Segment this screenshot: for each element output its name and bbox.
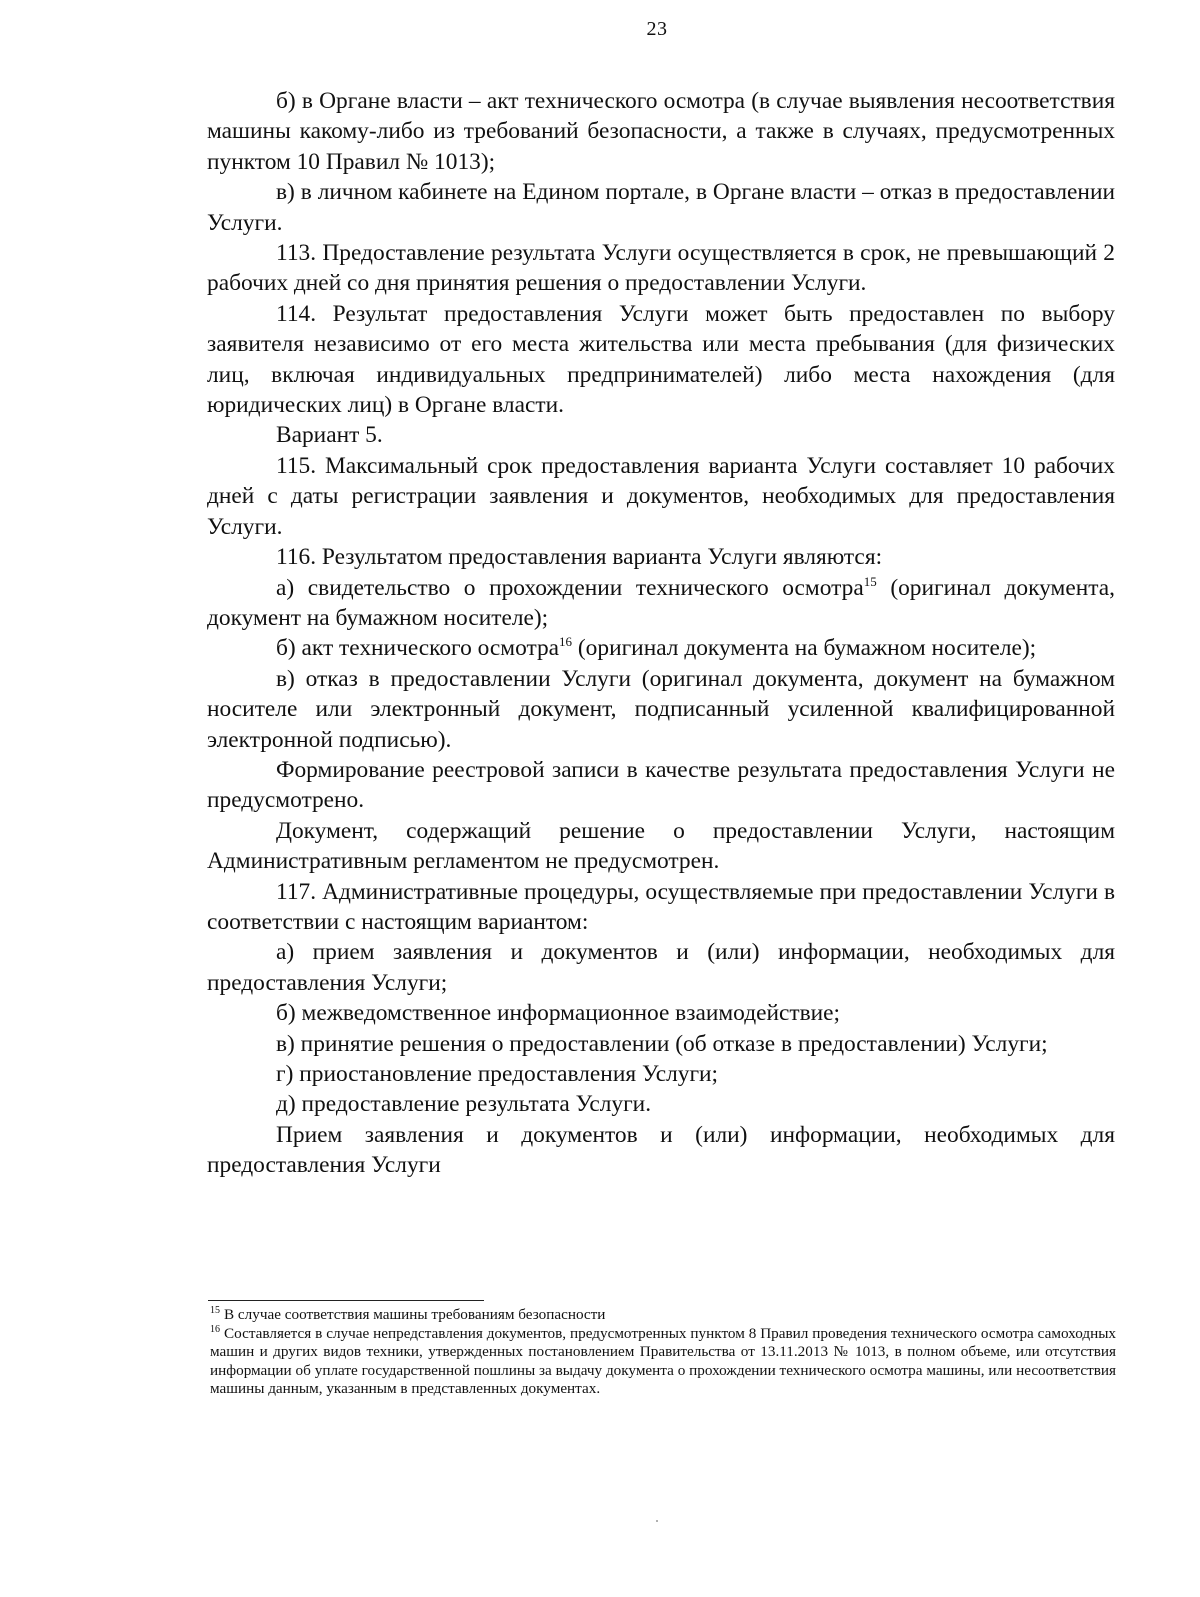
scan-speck — [656, 1520, 658, 1522]
paragraph-117-b: б) межведомственное информационное взаимодействие; — [276, 1000, 841, 1027]
paragraph-113: 113. Предоставление результата Услуги осуществляется в срок, не превышающий 2 рабочих дней со дня принятия решения о предоставлении Услуги. — [207, 240, 1115, 297]
paragraph-117: 117. Административные процедуры, осуществляемые при предоставлении Услуги в соответствии с настоящим вариантом: — [207, 878, 1115, 935]
paragraph-registry-record: Формирование реестровой записи в качестве результата предоставления Услуги не предусмотрено. — [207, 756, 1115, 814]
footnote-mark-16: 16 — [210, 1323, 220, 1335]
variant-5-heading: Вариант 5. — [276, 422, 383, 449]
footnote-16 — [210, 1325, 1116, 1399]
paragraph-116-a-text-end: (оригинал документа, документ на бумажном носителе); — [207, 574, 1115, 631]
page-number: 23 — [646, 18, 668, 40]
paragraph-117-a: а) прием заявления и документов и (или) информации, необходимых для предоставления Услуги; — [207, 939, 1115, 996]
section-heading-application-intake: Прием заявления и документов и (или) информации, необходимых для предоставления Услуги — [207, 1121, 1115, 1179]
footnote-divider — [208, 1300, 484, 1301]
paragraph-116-v: в) отказ в предоставлении Услуги (оригинал документа, документ на бумажном носителе или электронный документ, подписанный усиленной квалифицированной электронной подписью). — [207, 665, 1115, 753]
paragraph-116-b-text: б) акт технического осмотра — [276, 635, 560, 662]
paragraph-116-a-text: а) свидетельство о прохождении технического осмотра — [276, 574, 864, 601]
paragraph-116-b-text-end: (оригинал документа на бумажном носителе); — [572, 635, 1037, 662]
paragraph-117-v: в) принятие решения о предоставлении (об отказе в предоставлении) Услуги; — [276, 1030, 1048, 1057]
paragraph-decision-document: Документ, содержащий решение о предоставлении Услуги, настоящим Административным регламентом не предусмотрен. — [207, 817, 1115, 875]
paragraph-116-b — [207, 633, 1115, 663]
footnote-ref-16[interactable]: 16 — [559, 634, 573, 650]
footnote-ref-15[interactable]: 15 — [863, 573, 877, 589]
paragraph-114: 114. Результат предоставления Услуги может быть предоставлен по выбору заявителя независимо от его места жительства или места пребывания (для физических лиц, включая индивидуальных предпринимателей) либо места нахождения (для юридических лиц) в Органе власти. — [207, 300, 1115, 419]
footnote-15-text: В случае соответствия машины требованиям безопасности — [224, 1306, 606, 1323]
footnote-15 — [210, 1306, 1116, 1325]
paragraph-116: 116. Результатом предоставления варианта Услуги являются: — [276, 544, 883, 571]
paragraph-result-b-act: б) в Органе власти – акт технического осмотра (в случае выявления несоответствия машины какому-либо из требований безопасности, а также в случаях, предусмотренных пунктом 10 Правил № 1013); — [207, 88, 1115, 175]
paragraph-result-v-refusal: в) в личном кабинете на Едином портале, в Органе власти – отказ в предоставлении Услуги. — [207, 179, 1115, 236]
paragraph-116-a — [207, 573, 1115, 634]
footnotes — [210, 1306, 1116, 1399]
paragraph-117-g: г) приостановление предоставления Услуги; — [276, 1061, 719, 1087]
footnote-mark-15: 15 — [210, 1305, 220, 1316]
paragraph-117-d: д) предоставление результата Услуги. — [276, 1091, 652, 1118]
footnote-16-text: Составляется в случае непредставления документов, предусмотренных пунктом 8 Правил проведения технического осмотра самоходных машин и других видов техники, утвержденных постановлением Правительства от 13.11.2013 № 1013, в полном объеме, или отсутствия информации об уплате государственной пошлины за выдачу документа о прохождении технического осмотра машины, или несоответствия машины данным, указанным в представленных документах. — [210, 1324, 1116, 1398]
paragraph-115: 115. Максимальный срок предоставления варианта Услуги составляет 10 рабочих дней с даты регистрации заявления и документов, необходимых для предоставления Услуги. — [207, 452, 1115, 540]
document-body — [207, 86, 1115, 1181]
